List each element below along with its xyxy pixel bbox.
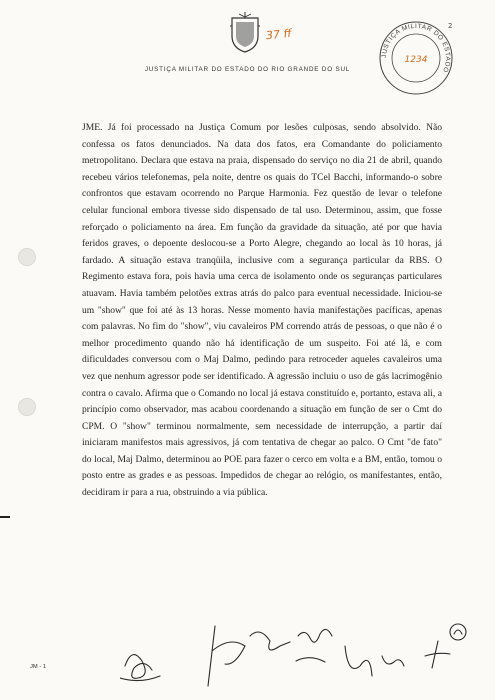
svg-text:JUSTIÇA MILITAR DO ESTADO <box>381 23 451 74</box>
official-stamp <box>376 18 456 98</box>
page-header-title: JUSTIÇA MILITAR DO ESTADO DO RIO GRANDE DO SUL <box>144 66 351 73</box>
punch-hole <box>18 398 36 416</box>
handwritten-signatures <box>120 606 470 698</box>
stamp-ring-text: JUSTIÇA MILITAR DO ESTADO <box>380 22 452 74</box>
punch-hole <box>18 248 36 266</box>
testimony-paragraph: JME. Já foi processado na Justiça Comum por lesões culposas, sendo absolvido. Não confessa os fatos denunciados. Na data dos fatos, era Comandante do policiamento metropolitano. Declara que estava na praia, dispensado do serviço no dia 21 de abril, quando recebeu vários telefonemas, pela noite, dentre os quais do TCel Bacchi, informando-o sobre confrontos que estavam ocorrendo no Parque Harmonia. Fez questão de levar o telefone celular funcional embora tivesse sido dispensado de tal uso. Determinou, assim, que fosse reforçado o policiamento na área. Em função da gravidade da situação, até por que havia feridos graves, o depoente deslocou-se a Porto Alegre, chegando ao local às 10 horas, já fardado. A situação estava tranqüila, inclusive com a segurança particular da RBS. O Regimento estava fora, pois havia uma cerca de isolamento onde os seguranças particulares atuavam. Havia também pelotões extras atrás do palco para eventual necessidade. Iniciou-se um "show" que foi até às 13 horas. Nesse momento havia manifestações pacíficas, apenas com palavras. No fim do "show", viu cavaleiros PM correndo atrás de pessoas, o que não é o melhor procedimento quando não há identificação de um suspeito. Foi até lá, e com dificuldades conversou com o Maj Dalmo, pedindo para retroceder aqueles cavaleiros uma vez que nenhum agressor pode ser identificado. A agressão incluiu o uso de gás lacrimogênio contra o cavalo. Afirma que o Comando no local já estava constituído e, portanto, estava ali, a princípio como observador, mas acabou coordenando a situação em função de ser o Cmt do CPM. O "show" terminou normalmente, sem necessidade de interrupção, a partir daí iniciaram manifestos mais agressivos, já com tentativa de chegar ao palco. O Cmt "de fato" do local, Maj Dalmo, determinou ao POE para fazer o cerco em volta e a BM, então, tomou o posto entre as grades e as pessoas. Impedidos de chegar ao relógio, os manifestantes, então, decidiram ir para a rua, obstruindo a via pública. <box>82 122 442 499</box>
stamp-page-number: 2 <box>448 22 453 30</box>
handwritten-folio-number: 37 ff <box>265 26 293 43</box>
stamp-number: 1234 <box>404 55 428 65</box>
footer-form-label: JM - 1 <box>30 664 47 670</box>
coat-of-arms-icon <box>228 12 262 54</box>
edge-mark <box>0 516 10 518</box>
